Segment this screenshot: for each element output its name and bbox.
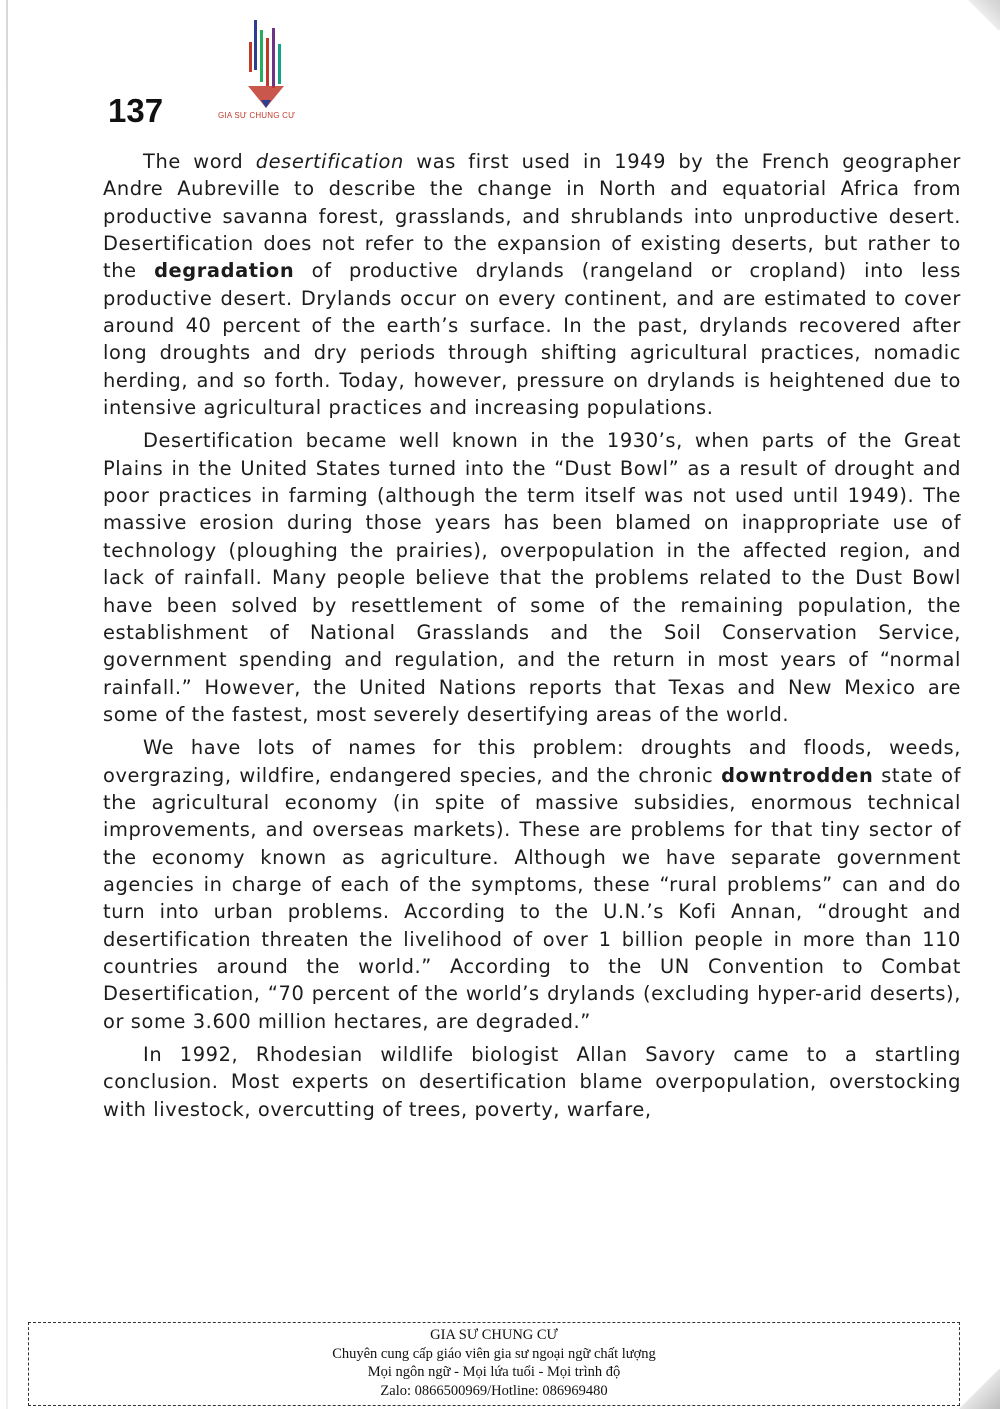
article-body [103, 148, 961, 1129]
page-number: 137 [108, 92, 164, 129]
paragraph-2: Desertification became well known in the 1930’s, when parts of the Great Plains in the United States turned into the “Dust Bowl” as a result of drought and poor practices in farming (although the term itself was not used until 1949). The massive erosion during those years has been blamed on inappropriate use of technology (ploughing the prairies), overpopulation in the affected region, and lack of rainfall. Many people believe that the problems related to the Dust Bowl have been solved by resettlement of some of the remaining population, the establishment of National Grasslands and the Soil Conservation Service, government spending and regulation, and the return in most years of “normal rainfall.” However, the United Nations reports that Texas and New Mexico are some of the fastest, most severely desertifying areas of the world. [103, 429, 961, 726]
paragraph-1: The word desertification was first used in 1949 by the French geographer Andre Aubreville to describe the change in North and equatorial Africa from productive savanna forest, grasslands, and shrublands into unproductive desert. Desertification does not refer to the expansion of existing deserts, but rather to the degradation of productive drylands (rangeland or cropland) into less productive desert. Drylands occur on every continent, and are estimated to cover around 40 percent of the earth’s surface. In the past, drylands recovered after long droughts and dry periods through shifting agricultural practices, nomadic herding, and so forth. Today, however, pressure on drylands is heightened due to intensive agricultural practices and increasing populations. [103, 150, 961, 420]
footer-contact: Zalo: 0866500969/Hotline: 086969480 [380, 1382, 608, 1399]
footer-slogan: Mọi ngôn ngữ - Mọi lứa tuổi - Mọi trình độ [367, 1364, 621, 1380]
page-edge [6, 0, 8, 1409]
page-corner-curl [960, 0, 1000, 30]
footer-box [28, 1322, 960, 1406]
pencil-logo-icon [216, 16, 326, 126]
footer-tagline: Chuyên cung cấp giáo viên gia sư ngoại ngữ chất lượng [332, 1345, 656, 1362]
logo-text: GIA SƯ CHUNG CƯ [218, 111, 296, 120]
paragraph-4: In 1992, Rhodesian wildlife biologist Allan Savory came to a startling conclusion. Most experts on desertification blame overpopulation, overstocking with livestock, overcutting of trees, poverty, warfare, [103, 1043, 961, 1121]
paragraph-3: We have lots of names for this problem: droughts and floods, weeds, overgrazing, wildfire, endangered species, and the chronic downtrodden state of the agricultural economy (in spite of massive subsidies, enormous technical improvements, and overseas markets). These are problems for that tiny sector of the economy known as agriculture. Although we have separate government agencies in charge of each of the symptoms, these “rural problems” can and do turn into urban problems. According to the U.N.’s Kofi Annan, “drought and desertification threaten the livelihood of over 1 billion people in more than 110 countries around the world.” According to the UN Convention to Combat Desertification, “70 percent of the world’s drylands (excluding hyper-arid deserts), or some 3.600 million hectares, are degraded.” [103, 736, 961, 1033]
footer-brand: GIA SƯ CHUNG CƯ [430, 1327, 558, 1343]
